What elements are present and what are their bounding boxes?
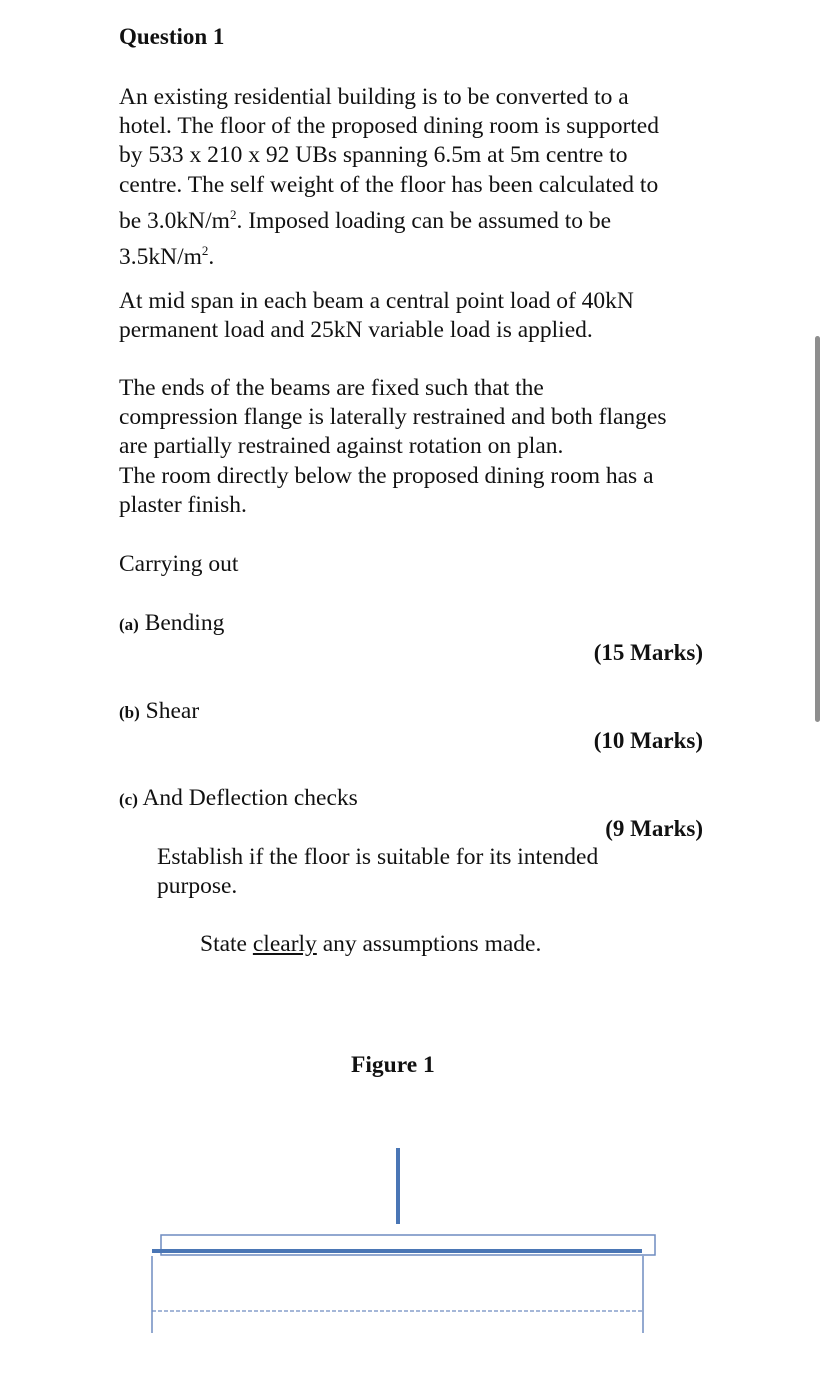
- part-b-marks: (10 Marks): [593, 728, 703, 753]
- text: be 3.0kN/m: [119, 207, 230, 234]
- part-a-text: Bending: [138, 610, 225, 636]
- paragraph-line: hotel. The floor of the proposed dining room is supported: [119, 113, 659, 140]
- paragraph-line: Establish if the floor is suitable for its intended: [157, 844, 599, 870]
- part-b-text: Shear: [139, 698, 200, 724]
- paragraph-line: permanent load and 25kN variable load is applied.: [119, 317, 593, 344]
- text: .: [208, 243, 215, 270]
- paragraph-line: At mid span in each beam a central point load of 40kN: [119, 288, 634, 314]
- emphasis-underlined: clearly: [252, 931, 317, 957]
- text: any assumptions made.: [316, 931, 542, 957]
- paragraph-line: The ends of the beams are fixed such that the: [119, 375, 544, 401]
- paragraph-line: An existing residential building is to be converted to a: [119, 84, 629, 110]
- paragraph-line: compression flange is laterally restrained and both flanges: [119, 404, 667, 431]
- question-title: Question 1: [119, 24, 225, 49]
- part-c-text: And Deflection checks: [137, 785, 358, 811]
- part-a-label: (a): [119, 615, 139, 634]
- paragraph-line: centre. The self weight of the floor has been calculated to: [119, 171, 659, 198]
- paragraph-line: purpose.: [157, 873, 238, 900]
- carrying-out-text: Carrying out: [119, 551, 239, 577]
- part-a-marks: (15 Marks): [593, 640, 703, 665]
- vertical-scrollbar[interactable]: [815, 336, 820, 722]
- paragraph-line: plaster finish.: [119, 491, 247, 518]
- part-c-label: (c): [119, 790, 138, 809]
- text: . Imposed loading can be assumed to be: [236, 207, 612, 234]
- figure-caption: Figure 1: [351, 1052, 435, 1078]
- text: State: [200, 931, 253, 957]
- superscript: 2: [201, 242, 209, 258]
- part-b-label: (b): [119, 703, 140, 722]
- paragraph-line: The room directly below the proposed dining room has a: [119, 462, 654, 489]
- part-c-marks: (9 Marks): [605, 816, 703, 841]
- text: 3.5kN/m: [119, 243, 202, 270]
- paragraph-line: by 533 x 210 x 92 UBs spanning 6.5m at 5m centre to: [119, 142, 628, 169]
- superscript: 2: [229, 206, 237, 222]
- paragraph-line: are partially restrained against rotation on plan.: [119, 433, 564, 460]
